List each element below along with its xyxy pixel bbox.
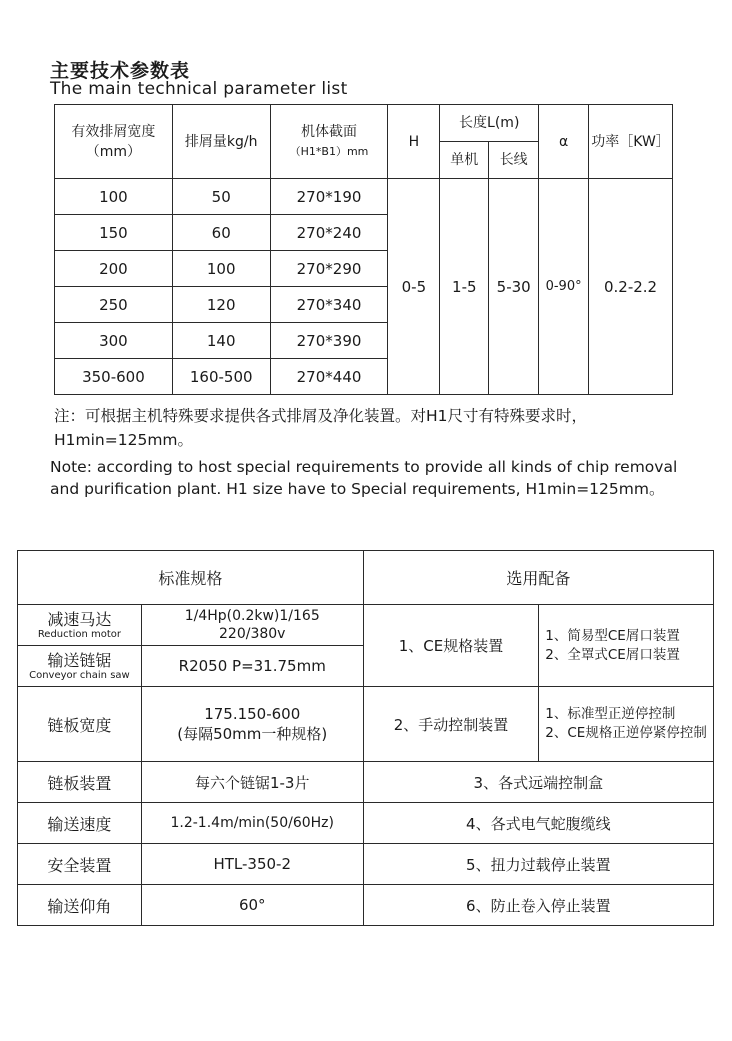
- header-body-section: [270, 105, 388, 179]
- cell-volume: 160-500: [172, 359, 270, 395]
- option-ce-full-cover: 2、全罩式CE屑口装置: [545, 646, 680, 663]
- cell-section: 270*340: [270, 287, 388, 323]
- technical-parameter-table: [54, 104, 673, 395]
- label-reduction-motor-cn: 减速马达: [47, 609, 112, 629]
- value-reduction-motor: [141, 605, 363, 646]
- cell-width: 300: [55, 323, 173, 359]
- option-ce-device: 1、CE规格装置: [363, 605, 539, 687]
- value-safety-device: HTL-350-2: [141, 844, 363, 885]
- option-manual-control-detail: [539, 687, 714, 762]
- label-conveyor-speed: 输送速度: [18, 803, 142, 844]
- option-manual-control: 2、手动控制装置: [363, 687, 539, 762]
- specification-table: [17, 550, 714, 926]
- header-body-section-label: 机体截面: [301, 123, 358, 140]
- note-english: Note: according to host special requirements to provide all kinds of chip removal and purification plant. H1 size have to Special requirements, H1min=125mm。: [50, 458, 678, 498]
- label-reduction-motor-en: Reduction motor: [37, 628, 121, 640]
- header-chip-width: [55, 105, 173, 179]
- value-reduction-motor-line2: 220/380v: [219, 626, 286, 642]
- cell-volume: 120: [172, 287, 270, 323]
- cell-power-range: 0.2-2.2: [589, 179, 673, 395]
- header-chip-width-label: 有效排屑宽度: [71, 123, 156, 140]
- cell-section: 270*290: [270, 251, 388, 287]
- option-ce-simple: 1、简易型CE屑口装置: [545, 627, 680, 644]
- header-line: 长线: [489, 142, 539, 179]
- header-chip-volume: 排屑量kg/h: [172, 105, 270, 179]
- value-conveyor-chain: R2050 P=31.75mm: [141, 646, 363, 687]
- table-row: [55, 179, 673, 215]
- label-conveyor-chain-en: Conveyor chain saw: [29, 669, 130, 681]
- cell-section: 270*390: [270, 323, 388, 359]
- value-conveyor-angle: 60°: [141, 885, 363, 926]
- cell-single-length: 1-5: [440, 179, 489, 395]
- header-power: 功率［KW］: [589, 105, 673, 179]
- cell-volume: 100: [172, 251, 270, 287]
- value-plate-width: [141, 687, 363, 762]
- option-bellows-cable: 4、各式电气蛇腹缆线: [363, 803, 713, 844]
- header-alpha: α: [539, 105, 589, 179]
- value-plate-device: 每六个链锯1-3片: [141, 762, 363, 803]
- cell-line-length: 5-30: [489, 179, 539, 395]
- value-plate-width-line1: 175.150-600: [204, 704, 301, 723]
- header-single: 单机: [440, 142, 489, 179]
- header-optional-equipment: 选用配备: [363, 551, 713, 605]
- value-reduction-motor-line1: 1/4Hp(0.2kw)1/165: [184, 608, 320, 624]
- header-h: H: [388, 105, 440, 179]
- cell-width: 200: [55, 251, 173, 287]
- cell-section: 270*440: [270, 359, 388, 395]
- label-plate-device: 链板装置: [18, 762, 142, 803]
- label-reduction-motor: [18, 605, 142, 646]
- cell-alpha-range: 0-90°: [539, 179, 589, 395]
- cell-width: 100: [55, 179, 173, 215]
- cell-width: 350-600: [55, 359, 173, 395]
- cell-volume: 60: [172, 215, 270, 251]
- cell-width: 150: [55, 215, 173, 251]
- label-conveyor-angle: 输送仰角: [18, 885, 142, 926]
- title-chinese: 主要技术参数表: [50, 60, 191, 82]
- option-ce-emergency-control: 2、CE规格正逆停紧停控制: [545, 725, 707, 741]
- cell-h-range: 0-5: [388, 179, 440, 395]
- cell-width: 250: [55, 287, 173, 323]
- header-chip-width-unit: （mm）: [85, 143, 142, 160]
- option-anti-entrapment-stop: 6、防止卷入停止装置: [363, 885, 713, 926]
- title-english: The main technical parameter list: [50, 79, 348, 99]
- cell-section: 270*240: [270, 215, 388, 251]
- label-conveyor-chain-cn: 输送链锯: [47, 650, 112, 670]
- label-conveyor-chain: [18, 646, 142, 687]
- header-length: 长度L(m): [440, 105, 539, 142]
- value-plate-width-line2: (每隔50mm一种规格): [177, 724, 328, 743]
- cell-volume: 50: [172, 179, 270, 215]
- value-conveyor-speed: 1.2-1.4m/min(50/60Hz): [141, 803, 363, 844]
- header-body-section-unit: （H1*B1）mm: [289, 144, 369, 158]
- note-chinese: 注：可根据主机特殊要求提供各式排屑及净化装置。对H1尺寸有特殊要求时，H1min=125mm。: [54, 407, 588, 449]
- cell-volume: 140: [172, 323, 270, 359]
- option-ce-device-detail: [539, 605, 714, 687]
- option-standard-control: 1、标准型正逆停控制: [545, 706, 676, 722]
- label-safety-device: 安全装置: [18, 844, 142, 885]
- option-torque-overload-stop: 5、扭力过载停止装置: [363, 844, 713, 885]
- option-remote-control-box: 3、各式远端控制盒: [363, 762, 713, 803]
- label-plate-width: 链板宽度: [18, 687, 142, 762]
- header-standard-spec: 标准规格: [18, 551, 364, 605]
- cell-section: 270*190: [270, 179, 388, 215]
